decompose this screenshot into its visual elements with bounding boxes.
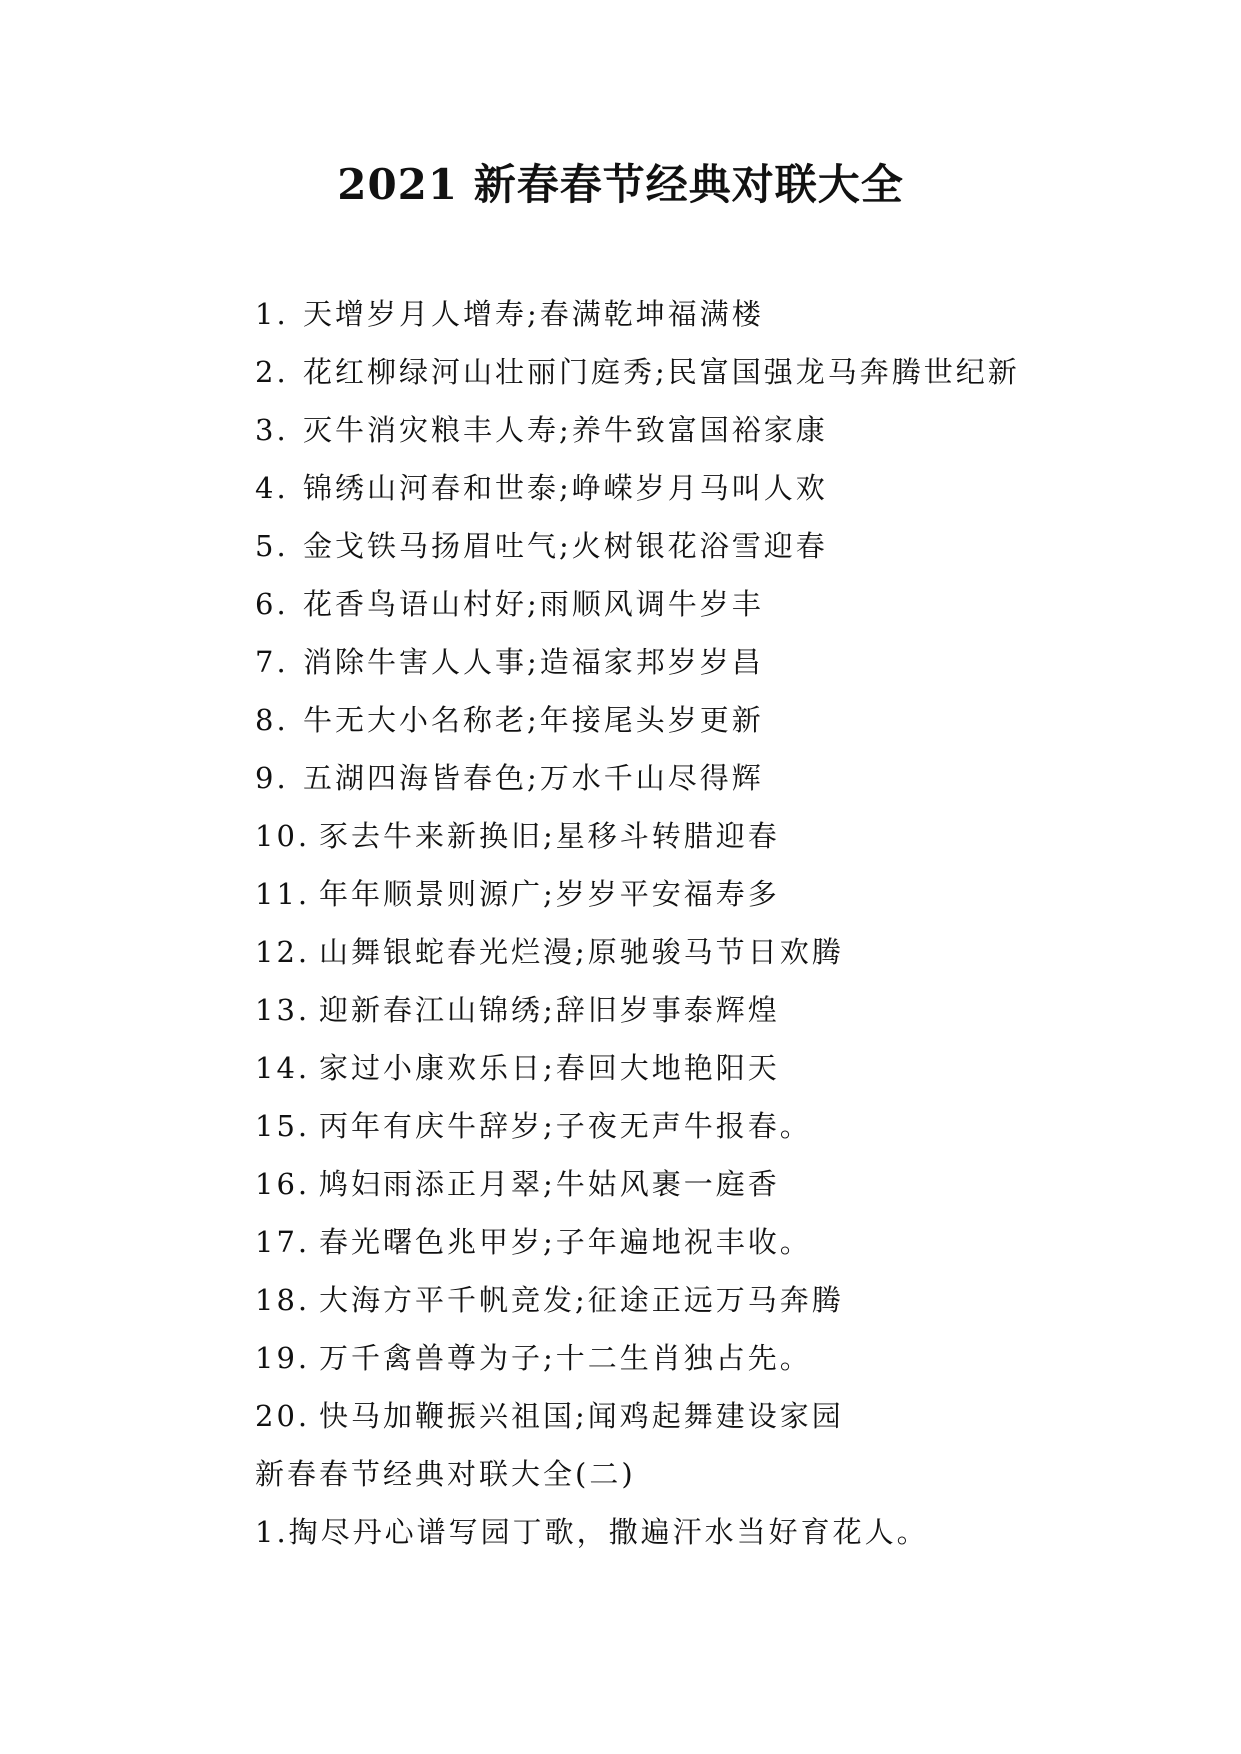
couplet-text: 锦绣山河春和世泰;峥嵘岁月马叫人欢	[303, 471, 828, 505]
couplet-text: 家过小康欢乐日;春回大地艳阳天	[319, 1051, 780, 1085]
couplet-number: 3.	[255, 413, 289, 447]
couplet-line	[255, 1039, 1155, 1097]
couplet-line	[255, 1271, 1155, 1329]
couplet-line	[255, 517, 1155, 575]
couplet-text: 花红柳绿河山壮丽门庭秀;民富国强龙马奔腾世纪新	[303, 355, 1020, 389]
section-first-line: 1.掏尽丹心谱写园丁歌，撒遍汗水当好育花人。	[255, 1515, 929, 1549]
couplet-number: 12.	[255, 935, 311, 969]
couplet-number: 13.	[255, 993, 311, 1027]
couplet-number: 19.	[255, 1341, 311, 1375]
page-title: 2021 新春春节经典对联大全	[337, 160, 904, 209]
section-heading: 新春春节经典对联大全(二)	[255, 1457, 636, 1491]
couplet-number: 2.	[255, 355, 289, 389]
couplet-number: 5.	[255, 529, 289, 563]
couplet-line	[255, 1213, 1155, 1271]
couplet-number: 4.	[255, 471, 289, 505]
couplet-line	[255, 865, 1155, 923]
couplet-text: 牛无大小名称老;年接尾头岁更新	[303, 703, 764, 737]
couplet-line	[255, 749, 1155, 807]
couplet-text: 花香鸟语山村好;雨顺风调牛岁丰	[303, 587, 764, 621]
couplet-line	[255, 1097, 1155, 1155]
couplet-text: 灭牛消灾粮丰人寿;养牛致富国裕家康	[303, 413, 828, 447]
couplet-text: 金戈铁马扬眉吐气;火树银花浴雪迎春	[303, 529, 828, 563]
couplet-line	[255, 575, 1155, 633]
couplet-number: 10.	[255, 819, 311, 853]
couplet-text: 鸠妇雨添正月翠;牛姑风裹一庭香	[319, 1167, 780, 1201]
couplet-line	[255, 633, 1155, 691]
couplet-text: 豕去牛来新换旧;星移斗转腊迎春	[319, 819, 780, 853]
couplet-text: 春光曙色兆甲岁;子年遍地祝丰收。	[319, 1225, 812, 1259]
couplet-number: 1.	[255, 297, 289, 331]
couplet-text: 大海方平千帆竞发;征途正远万马奔腾	[319, 1283, 844, 1317]
couplet-text: 迎新春江山锦绣;辞旧岁事泰辉煌	[319, 993, 780, 1027]
couplet-number: 15.	[255, 1109, 311, 1143]
couplet-line	[255, 807, 1155, 865]
couplet-line	[255, 459, 1155, 517]
couplet-number: 7.	[255, 645, 289, 679]
couplet-number: 6.	[255, 587, 289, 621]
couplet-text: 年年顺景则源广;岁岁平安福寿多	[319, 877, 780, 911]
couplet-list	[255, 285, 1155, 1561]
couplet-number: 11.	[255, 877, 311, 911]
couplet-text: 消除牛害人人事;造福家邦岁岁昌	[303, 645, 764, 679]
couplet-line	[255, 1155, 1155, 1213]
couplet-number: 18.	[255, 1283, 311, 1317]
couplet-number: 14.	[255, 1051, 311, 1085]
couplet-text: 丙年有庆牛辞岁;子夜无声牛报春。	[319, 1109, 812, 1143]
couplet-text: 五湖四海皆春色;万水千山尽得辉	[303, 761, 764, 795]
couplet-number: 8.	[255, 703, 289, 737]
couplet-number: 9.	[255, 761, 289, 795]
couplet-line	[255, 1387, 1155, 1445]
couplet-text: 天增岁月人增寿;春满乾坤福满楼	[303, 297, 764, 331]
couplet-line	[255, 401, 1155, 459]
couplet-line	[255, 285, 1155, 343]
couplet-line	[255, 1329, 1155, 1387]
couplet-line	[255, 691, 1155, 749]
couplet-line	[255, 923, 1155, 981]
couplet-text: 山舞银蛇春光烂漫;原驰骏马节日欢腾	[319, 935, 844, 969]
couplet-text: 万千禽兽尊为子;十二生肖独占先。	[319, 1341, 812, 1375]
couplet-text: 快马加鞭振兴祖国;闻鸡起舞建设家园	[319, 1399, 844, 1433]
couplet-number: 17.	[255, 1225, 311, 1259]
couplet-line	[255, 981, 1155, 1039]
couplet-line	[255, 343, 1155, 401]
couplet-number: 20.	[255, 1399, 311, 1433]
couplet-number: 16.	[255, 1167, 311, 1201]
